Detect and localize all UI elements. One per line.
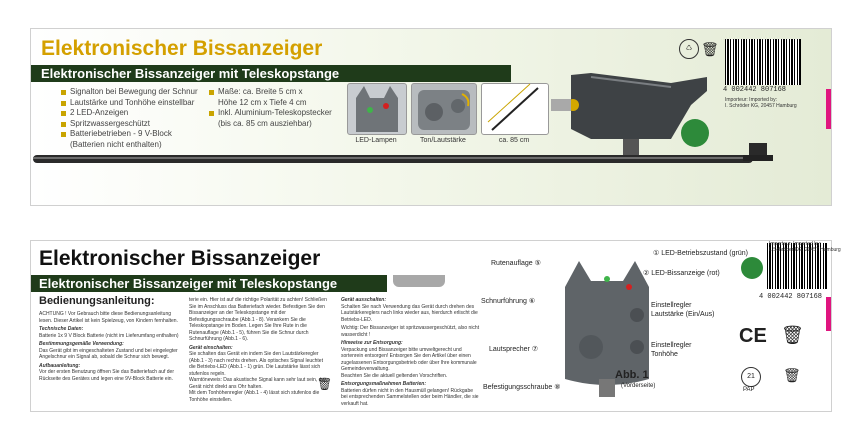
label-line-guide: Schnurführung ⑥ — [481, 298, 536, 305]
importer-info — [769, 241, 841, 253]
barcode — [725, 39, 801, 85]
importer-line: I. Schröder KG, 20457 Hamburg — [725, 103, 797, 109]
manual-paragraph: Verpackung und Bissanzeiger bitte umweltgerecht und sortenrein entsorgen! Entsorgen Sie den Artikel über einen zugelassenen Entsorgungsbetrieb oder über Ihre kommunale Gemeindeverwaltung. — [341, 346, 477, 372]
trash-bin-icon: 🗑 — [783, 367, 801, 383]
pap-recycling-icon — [741, 367, 761, 387]
label-volume-regler — [651, 301, 723, 319]
manual-heading-small: Gerät einschalten: — [189, 344, 233, 351]
manual-paragraph: Schalten Sie nach Verwendung das Gerät durch drehen des Lautstärkereglers nach links wieder aus, hierdurch erlischt die Betriebs-LED. — [341, 303, 478, 323]
label-volume-text: Einstellregler Lautstärke (Ein/Aus) — [651, 302, 715, 318]
manual-paragraph: Batterien dürfen nicht in den Hausmüll gelangen! Rückgabe bei entsprechenden Sammelstellen oder beim Händler, die sie verkauft hat. — [341, 387, 479, 407]
manual-heading-small: Entsorgungsmaßnahmen Batterien: — [341, 381, 427, 387]
manual-paragraph: Warntöneweis: Das akustische Signal kann sehr laut sein, das Gerät nicht direkt ans Ohr halten. — [189, 377, 327, 390]
manual-paragraph: Vor der ersten Benutzung öffnen Sie das Batteriefach auf der Rückseite des Gerätes und legen eine 9V-Block Batterie ein. — [39, 369, 174, 382]
manual-heading-small: Bestimmungsgemäße Verwendung: — [39, 341, 124, 347]
grey-tab — [393, 275, 445, 287]
label-led-status: ① LED-Betriebszustand (grün) — [653, 250, 748, 257]
figure-subtitle: (Vorderseite) — [621, 383, 656, 389]
feature-item: Spritzwassergeschützt — [61, 119, 198, 130]
trash-bin-crossed-icon: 🗑 — [781, 325, 804, 345]
battery-disposal-icon: 🗑 — [317, 377, 333, 391]
label-pitch-regler — [651, 341, 711, 359]
led-lamps-caption: LED-Lampen — [355, 137, 397, 144]
manual-paragraph: Wichtig: Der Bissanzeiger ist spritzwassergeschützt, also nicht wasserdicht ! — [341, 325, 480, 338]
manual-paragraph: Sie schalten das Gerät ein indem Sie den Lautstärkeregler (Abb.1 - 3) nach rechts drehen. Als optisches Signal leuchtet die Betriebs-LED (Abb.1 - 1) grün. Die Lautstärke lässt sich stufenlos regeln. — [189, 351, 323, 377]
spec-item: Höhe 12 cm x Tiefe 4 cm — [218, 97, 307, 107]
sound-volume-caption: Ton/Lautstärke — [420, 137, 466, 144]
barcode-number: 4 002442 807168 — [723, 86, 787, 94]
manual-paragraph: Das Gerät gibt im eingeschalteten Zustand und bei eingelegter Angelschnur ein Signal ab, sobald die Schnur sich bewegt. — [39, 347, 178, 360]
manual-paragraph: Beachten Sie die aktuell geltenden Vorschriften. — [341, 372, 448, 379]
spec-item: (bis ca. 85 cm ausziehbar) — [218, 118, 312, 128]
spec-item: Inkl. Aluminium-Teleskopstecker — [209, 108, 332, 119]
pink-tab — [826, 89, 831, 129]
feature-item: Signalton bei Bewegung der Schnur — [61, 87, 198, 98]
product-title: Elektronischer Bissanzeiger — [41, 37, 323, 60]
package-front-panel — [30, 28, 832, 206]
manual-heading-small: Gerät ausschalten: — [341, 297, 387, 303]
pap-number: 21 — [747, 373, 755, 380]
rod-clamp-knob-image — [741, 139, 781, 179]
importer-line: Importeur: Imported by: — [769, 241, 821, 247]
manual-paragraph: Batterie 1x 9 V Block Batterie (nicht im Lieferumfang enthalten) — [39, 332, 179, 339]
manual-heading: Bedienungsanleitung: — [39, 295, 155, 307]
importer-line: I. Schröder KG, 20457 Hamburg — [769, 247, 841, 253]
label-mounting-screw: Befestigungsschraube ⑧ — [483, 384, 561, 391]
manual-paragraph: terie ein. Hier ist auf die richtige Polarität zu achten! Schließen Sie im Anschluss das Batteriefach wieder. Befestigen Sie den Bissanzeiger an der Teleskopstange mit der Befestigungsschraube (Abb.1 - 8). Verankern Sie die Teleskopstange im Boden. Legen Sie Ihre Rute in die Rutenauflage (Abb.1 - 5), führen Sie die Schnur durch Schnurführung (Abb.1 - 6). — [189, 297, 327, 342]
importer-line: Importeur: Imported by: — [725, 97, 777, 103]
manual-column-2 — [189, 297, 329, 403]
trash-bin-crossed-icon: 🗑 — [701, 41, 719, 57]
ce-mark: CE — [739, 325, 767, 347]
feature-item-note: (Batterien nicht enthalten) — [70, 139, 162, 149]
label-rod-rest: Rutenauflage ⑤ — [491, 260, 541, 267]
product-title: Elektronischer Bissanzeiger — [39, 247, 321, 270]
product-subtitle-bar: Elektronischer Bissanzeiger mit Teleskopstange — [31, 65, 511, 82]
manual-paragraph: ACHTUNG ! Vor Gebrauch bitte diese Bedienungsanleitung lesen. Dieser Artikel ist kein Spielzeug, von Kindern fernhalten. — [39, 311, 178, 324]
figure-title: Abb. 1 — [615, 369, 649, 381]
length-caption: ca. 85 cm — [498, 137, 530, 144]
pap-label: PAP — [743, 387, 755, 393]
recycling-triangle-icon: ♺ — [679, 39, 699, 59]
manual-heading-small: Aufbauanleitung: — [39, 362, 81, 369]
manual-column-1 — [39, 311, 179, 382]
spec-item: Maße: ca. Breite 5 cm x — [209, 87, 332, 98]
importer-info — [725, 97, 797, 109]
green-dot-icon — [681, 119, 709, 147]
feature-item: 2 LED-Anzeigen — [61, 108, 198, 119]
label-speaker: Lautsprecher ⑦ — [489, 346, 539, 353]
green-dot-icon — [741, 257, 763, 279]
barcode-number: 4 002442 807168 — [759, 293, 823, 301]
package-back-panel — [30, 240, 841, 412]
label-pitch-text: Einstellregler Tonhöhe — [651, 342, 692, 358]
label-led-bite: ② LED-Bissanzeige (rot) — [643, 270, 720, 277]
manual-column-3 — [341, 297, 481, 407]
manual-heading-small: Hinweise zur Entsorgung: — [341, 340, 403, 346]
feature-item: Batteriebetrieben - 9 V-Block — [61, 129, 198, 140]
feature-item: Lautstärke und Tonhöhe einstellbar — [61, 98, 198, 109]
manual-heading-small: Technische Daten: — [39, 326, 84, 332]
product-subtitle-bar: Elektronischer Bissanzeiger mit Teleskopstange — [31, 275, 387, 292]
pink-tab — [826, 297, 831, 331]
manual-paragraph: Mit dem Tonhöhenregler (Abb.1 - 4) lässt sich stufenlos die Tonhöhe einstellen. — [189, 390, 320, 403]
bite-alarm-product-image — [31, 69, 731, 179]
